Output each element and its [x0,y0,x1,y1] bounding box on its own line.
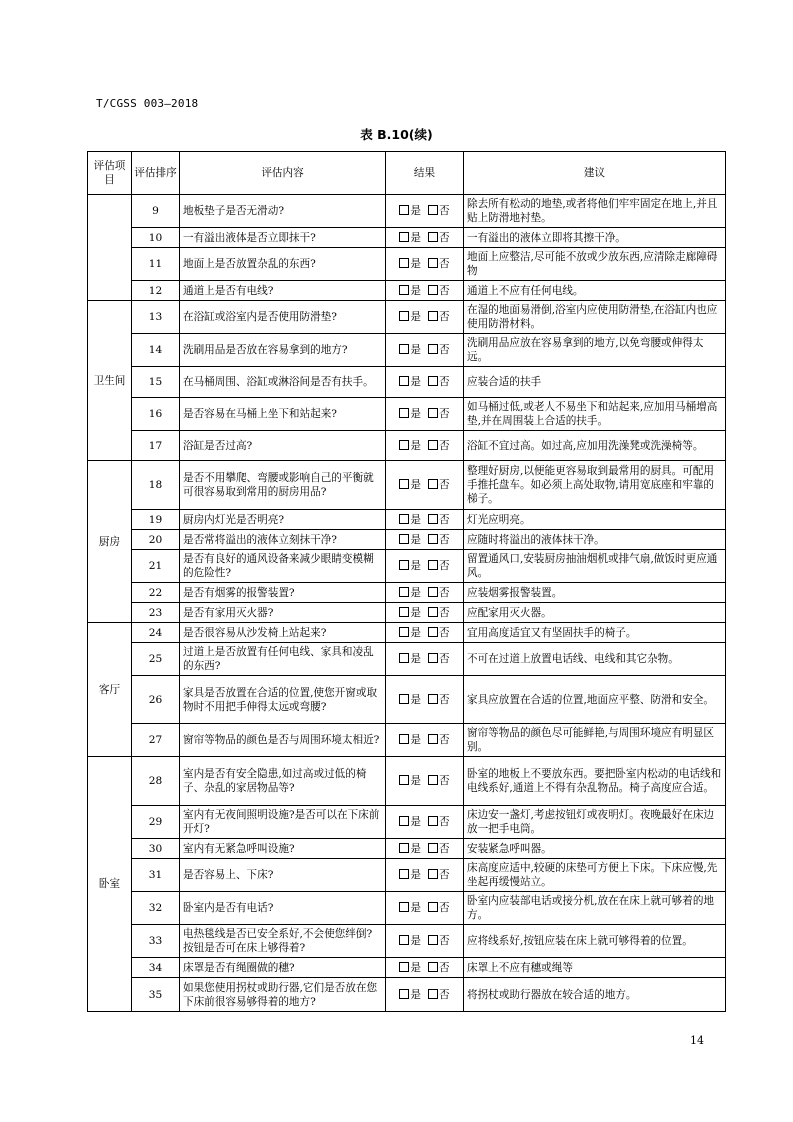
no-label: 否 [439,513,450,526]
yes-checkbox[interactable] [399,962,409,972]
yes-label: 是 [410,988,421,1001]
no-checkbox[interactable] [428,560,438,570]
no-label: 否 [439,734,450,746]
result-cell [386,281,464,301]
table-row [88,530,726,550]
item-content: 浴缸是否过高? [180,431,386,461]
no-checkbox[interactable] [428,479,438,489]
result-cell [386,301,464,334]
no-label: 否 [439,284,450,297]
yes-checkbox[interactable] [399,311,409,321]
no-checkbox[interactable] [428,408,438,418]
table-row [88,724,726,757]
yes-label: 是 [410,775,421,787]
item-content: 厨房内灯光是否明亮? [180,510,386,530]
yes-label: 是 [410,935,421,947]
table-row [88,281,726,301]
item-advice: 在湿的地面易滑倒,浴室内应使用防滑垫,在浴缸内也应使用防滑材料。 [464,301,726,334]
result-cell [386,583,464,603]
item-content: 洗刷用品是否放在容易拿到的地方? [180,334,386,367]
item-number: 9 [132,195,180,228]
item-advice: 灯光应明亮。 [464,510,726,530]
result-cell [386,603,464,623]
yes-label: 是 [410,653,421,665]
table-row [88,757,726,806]
no-label: 否 [439,869,450,881]
yes-label: 是 [410,734,421,746]
item-number: 13 [132,301,180,334]
no-checkbox[interactable] [428,376,438,386]
result-cell [386,839,464,859]
no-label: 否 [439,988,450,1001]
item-advice: 将拐杖或助行器放在较合适的地方。 [464,978,726,1012]
item-advice: 除去所有松动的地垫,或者将他们牢牢固定在地上,并且贴上防滑地衬垫。 [464,195,726,228]
no-checkbox[interactable] [428,775,438,785]
item-content: 室内是否有安全隐患,如过高或过低的椅子、杂乱的家居物品等? [180,757,386,806]
no-label: 否 [439,816,450,828]
no-label: 否 [439,935,450,947]
item-content: 室内有无夜间照明设施?是否可以在下床前开灯? [180,806,386,839]
no-checkbox[interactable] [428,285,438,295]
yes-checkbox[interactable] [399,989,409,999]
table-row [88,550,726,583]
item-content: 窗帘等物品的颜色是否与周围环境太相近? [180,724,386,757]
item-number: 15 [132,367,180,398]
no-label: 否 [439,533,450,546]
no-checkbox[interactable] [428,587,438,597]
no-checkbox[interactable] [428,694,438,704]
item-advice: 床边安一盏灯,考虑按钮灯或夜明灯。夜晚最好在床边放一把手电筒。 [464,806,726,839]
item-advice: 洗刷用品应放在容易拿到的地方,以免弯腰或伸得太远。 [464,334,726,367]
yes-label: 是 [410,606,421,619]
item-advice: 床罩上不应有穗或绳等 [464,958,726,978]
item-advice: 应配家用灭火器。 [464,603,726,623]
item-number: 12 [132,281,180,301]
item-number: 34 [132,958,180,978]
item-advice: 如马桶过低,或老人不易坐下和站起来,应加用马桶增高垫,并在周围装上合适的扶手。 [464,398,726,431]
yes-label: 是 [410,408,421,420]
item-advice: 通道上不应有任何电线。 [464,281,726,301]
no-label: 否 [439,258,450,270]
no-checkbox[interactable] [428,232,438,242]
yes-label: 是 [410,231,421,244]
table-row [88,623,726,643]
item-number: 28 [132,757,180,806]
yes-checkbox[interactable] [399,607,409,617]
result-cell [386,530,464,550]
result-cell [386,643,464,676]
group-name-cell: 厨房 [88,461,132,623]
item-content: 一有溢出液体是否立即抹干? [180,228,386,248]
yes-checkbox[interactable] [399,653,409,663]
item-advice: 床高度应适中,较硬的床垫可方便上下床。下床应慢,先坐起再缓慢站立。 [464,859,726,892]
yes-label: 是 [410,284,421,297]
yes-checkbox[interactable] [399,440,409,450]
yes-label: 是 [410,205,421,217]
item-content: 在马桶周围、浴缸或淋浴间是否有扶手。 [180,367,386,398]
yes-checkbox[interactable] [399,232,409,242]
col-header-group: 评估项目 [88,152,132,195]
result-cell [386,676,464,724]
yes-label: 是 [410,902,421,914]
result-cell [386,510,464,530]
item-advice: 留置通风口,安装厨房抽油烟机或排气扇,做饭时更应通风。 [464,550,726,583]
result-cell [386,806,464,839]
table-row [88,839,726,859]
yes-label: 是 [410,533,421,546]
item-content: 电热毯线是否已安全系好,不会使您绊倒?按钮是否可在床上够得着? [180,925,386,958]
item-advice: 安装紧急呼叫器。 [464,839,726,859]
no-label: 否 [439,479,450,491]
yes-checkbox[interactable] [399,376,409,386]
col-header-content: 评估内容 [180,152,386,195]
group-name-cell: 卧室 [88,757,132,1012]
no-checkbox[interactable] [428,205,438,215]
result-cell [386,248,464,281]
item-content: 床罩是否有绳圈做的穗? [180,958,386,978]
result-cell [386,978,464,1012]
yes-checkbox[interactable] [399,775,409,785]
yes-checkbox[interactable] [399,344,409,354]
table-row [88,925,726,958]
result-cell [386,724,464,757]
result-cell [386,859,464,892]
item-content: 如果您使用拐杖或助行器,它们是否放在您下床前很容易够得着的地方? [180,978,386,1012]
no-checkbox[interactable] [428,962,438,972]
result-cell [386,431,464,461]
yes-checkbox[interactable] [399,479,409,489]
col-header-result: 结果 [386,152,464,195]
item-content: 家具是否放置在合适的位置,使您开窗或取物时不用把手伸得太远或弯腰? [180,676,386,724]
yes-label: 是 [410,258,421,270]
table-row [88,583,726,603]
table-row [88,228,726,248]
item-advice: 一有溢出的液体立即将其擦干净。 [464,228,726,248]
yes-label: 是 [410,513,421,526]
no-checkbox[interactable] [428,935,438,945]
item-content: 地板垫子是否无滑动? [180,195,386,228]
yes-label: 是 [410,376,421,388]
yes-checkbox[interactable] [399,694,409,704]
item-content: 地面上是否放置杂乱的东西? [180,248,386,281]
yes-checkbox[interactable] [399,627,409,637]
yes-checkbox[interactable] [399,734,409,744]
item-advice: 应将线系好,按钮应装在床上就可够得着的位置。 [464,925,726,958]
result-cell [386,757,464,806]
no-checkbox[interactable] [428,344,438,354]
yes-label: 是 [410,626,421,639]
item-number: 32 [132,892,180,925]
yes-checkbox[interactable] [399,935,409,945]
no-label: 否 [439,775,450,787]
yes-label: 是 [410,311,421,323]
item-number: 29 [132,806,180,839]
yes-label: 是 [410,479,421,491]
yes-label: 是 [410,586,421,599]
col-header-advice: 建议 [464,152,726,195]
result-cell [386,461,464,510]
item-number: 22 [132,583,180,603]
yes-checkbox[interactable] [399,514,409,524]
no-checkbox[interactable] [428,734,438,744]
item-content: 是否不用攀爬、弯腰或影响自己的平衡就可很容易取到常用的厨房用品? [180,461,386,510]
no-label: 否 [439,231,450,244]
no-checkbox[interactable] [428,514,438,524]
no-label: 否 [439,560,450,572]
assessment-table [87,151,726,1012]
item-content: 是否有家用灭火器? [180,603,386,623]
yes-checkbox[interactable] [399,560,409,570]
yes-label: 是 [410,693,421,706]
table-row [88,859,726,892]
result-cell [386,623,464,643]
item-number: 11 [132,248,180,281]
result-cell [386,228,464,248]
no-checkbox[interactable] [428,816,438,826]
no-checkbox[interactable] [428,843,438,853]
no-label: 否 [439,653,450,665]
item-number: 21 [132,550,180,583]
table-row [88,398,726,431]
no-checkbox[interactable] [428,627,438,637]
page-number: 14 [690,1034,704,1047]
item-number: 17 [132,431,180,461]
result-cell [386,367,464,398]
item-number: 33 [132,925,180,958]
item-number: 19 [132,510,180,530]
no-checkbox[interactable] [428,311,438,321]
no-label: 否 [439,439,450,452]
col-header-number: 评估排序 [132,152,180,195]
table-header-row [88,152,726,195]
item-content: 卧室内是否有电话? [180,892,386,925]
item-advice: 整理好厨房,以便能更容易取到最常用的厨具。可配用手推托盘车。如必须上高处取物,请用宽底座和牢靠的梯子。 [464,461,726,510]
table-row [88,461,726,510]
no-label: 否 [439,376,450,388]
yes-checkbox[interactable] [399,285,409,295]
yes-checkbox[interactable] [399,869,409,879]
group-name-cell: 卫生间 [88,301,132,461]
yes-checkbox[interactable] [399,902,409,912]
no-checkbox[interactable] [428,534,438,544]
item-advice: 卧室的地板上不要放东西。要把卧室内松动的电话线和电线系好,通道上不得有杂乱物品。椅子高度应合适。 [464,757,726,806]
table-row [88,248,726,281]
table-title: 表 B.10(续) [360,127,433,142]
item-number: 35 [132,978,180,1012]
item-number: 18 [132,461,180,510]
item-number: 23 [132,603,180,623]
table-row [88,643,726,676]
no-label: 否 [439,961,450,974]
yes-checkbox[interactable] [399,205,409,215]
item-advice: 应装烟雾报警装置。 [464,583,726,603]
yes-checkbox[interactable] [399,258,409,268]
item-number: 20 [132,530,180,550]
item-number: 25 [132,643,180,676]
yes-label: 是 [410,961,421,974]
item-number: 24 [132,623,180,643]
result-cell [386,195,464,228]
item-content: 是否常将溢出的液体立刻抹干净? [180,530,386,550]
table-row [88,195,726,228]
no-label: 否 [439,693,450,706]
no-label: 否 [439,606,450,619]
no-checkbox[interactable] [428,440,438,450]
yes-label: 是 [410,560,421,572]
yes-label: 是 [410,869,421,881]
result-cell [386,334,464,367]
result-cell [386,398,464,431]
no-label: 否 [439,408,450,420]
table-row [88,806,726,839]
yes-checkbox[interactable] [399,587,409,597]
document-code: T/CGSS 003—2018 [96,97,199,110]
item-advice: 应装合适的扶手 [464,367,726,398]
no-label: 否 [439,626,450,639]
item-number: 14 [132,334,180,367]
item-advice: 宜用高度适宜又有坚固扶手的椅子。 [464,623,726,643]
no-checkbox[interactable] [428,258,438,268]
item-advice: 卧室内应装部电话或接分机,放在在床上就可够着的地方。 [464,892,726,925]
table-row [88,301,726,334]
yes-checkbox[interactable] [399,816,409,826]
item-advice: 不可在过道上放置电话线、电线和其它杂物。 [464,643,726,676]
item-number: 30 [132,839,180,859]
no-checkbox[interactable] [428,869,438,879]
table-row [88,978,726,1012]
yes-label: 是 [410,842,421,855]
item-number: 31 [132,859,180,892]
item-number: 16 [132,398,180,431]
no-checkbox[interactable] [428,607,438,617]
item-content: 室内有无紧急呼叫设施? [180,839,386,859]
no-checkbox[interactable] [428,653,438,663]
table-row [88,510,726,530]
item-advice: 应随时将溢出的液体抹干净。 [464,530,726,550]
item-content: 在浴缸或浴室内是否使用防滑垫? [180,301,386,334]
item-content: 是否有烟雾的报警装置? [180,583,386,603]
item-advice: 浴缸不宜过高。如过高,应加用洗澡凳或洗澡椅等。 [464,431,726,461]
yes-checkbox[interactable] [399,843,409,853]
table-row [88,431,726,461]
table-row [88,892,726,925]
result-cell [386,925,464,958]
result-cell [386,892,464,925]
item-number: 10 [132,228,180,248]
item-number: 26 [132,676,180,724]
table-row [88,603,726,623]
result-cell [386,550,464,583]
item-content: 是否容易上、下床? [180,859,386,892]
table-row [88,334,726,367]
no-label: 否 [439,344,450,356]
group-name-cell: 客厅 [88,623,132,757]
no-label: 否 [439,842,450,855]
result-cell [386,958,464,978]
item-content: 过道上是否放置有任何电线、家具和凌乱的东西? [180,643,386,676]
group-name-cell [88,195,132,301]
item-content: 是否有良好的通风设备来减少眼睛变模糊的危险性? [180,550,386,583]
item-advice: 家具应放置在合适的位置,地面应平整、防滑和安全。 [464,676,726,724]
table-body [88,195,726,1012]
table-row [88,958,726,978]
no-label: 否 [439,205,450,217]
item-content: 通道上是否有电线? [180,281,386,301]
item-advice: 窗帘等物品的颜色尽可能鲜艳,与周围环境应有明显区别。 [464,724,726,757]
yes-label: 是 [410,816,421,828]
item-content: 是否很容易从沙发椅上站起来? [180,623,386,643]
yes-label: 是 [410,344,421,356]
item-number: 27 [132,724,180,757]
no-label: 否 [439,586,450,599]
no-label: 否 [439,311,450,323]
yes-checkbox[interactable] [399,534,409,544]
no-checkbox[interactable] [428,902,438,912]
item-content: 是否容易在马桶上坐下和站起来? [180,398,386,431]
yes-checkbox[interactable] [399,408,409,418]
table-row [88,676,726,724]
no-checkbox[interactable] [428,989,438,999]
yes-label: 是 [410,439,421,452]
table-row [88,367,726,398]
item-advice: 地面上应整洁,尽可能不放或少放东西,应清除走廊障碍物 [464,248,726,281]
no-label: 否 [439,902,450,914]
